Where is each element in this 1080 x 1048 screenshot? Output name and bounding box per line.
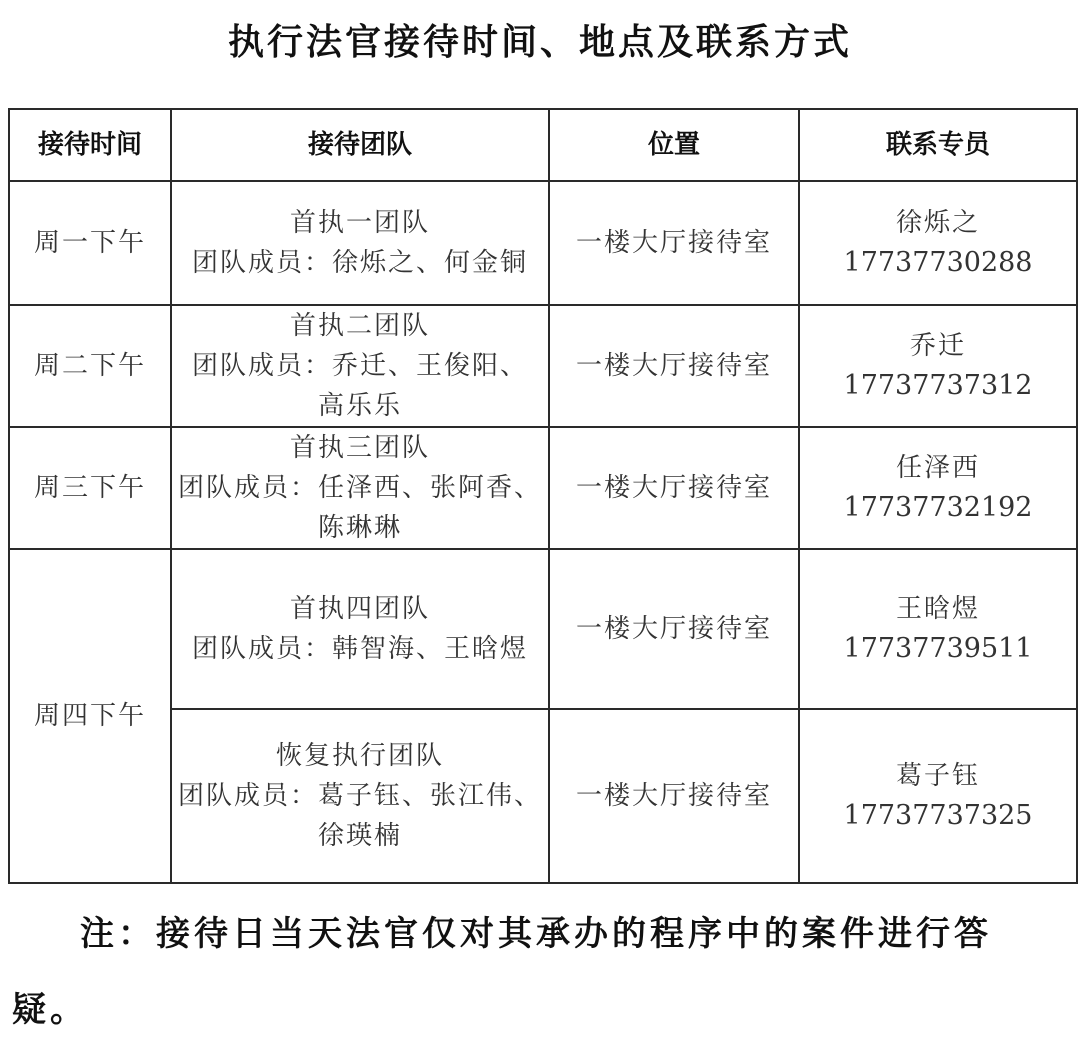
table-row [9, 305, 1077, 427]
team-members: 团队成员：葛子钰、张江伟、 [177, 781, 542, 811]
header-location: 位置 [549, 109, 799, 181]
location: 一楼大厅接待室 [549, 305, 799, 427]
team-cell [171, 181, 549, 305]
reception-schedule-table [8, 108, 1078, 884]
team-members-cont: 陈琳琳 [317, 513, 402, 543]
contact-cell [799, 709, 1077, 883]
team-members-cont: 徐瑛楠 [317, 821, 402, 851]
contact-name: 徐烁之 [895, 208, 980, 238]
contact-cell [799, 427, 1077, 549]
team-members: 团队成员：任泽西、张阿香、 [177, 473, 542, 503]
location: 一楼大厅接待室 [549, 709, 799, 883]
header-time: 接待时间 [9, 109, 171, 181]
reception-time: 周二下午 [9, 305, 171, 427]
contact-phone: 17737730288 [843, 247, 1033, 278]
table-row [9, 427, 1077, 549]
contact-phone: 17737737312 [843, 370, 1033, 401]
team-cell [171, 305, 549, 427]
team-cell [171, 427, 549, 549]
page-title: 执行法官接待时间、地点及联系方式 [227, 22, 852, 63]
contact-phone: 17737739511 [843, 633, 1033, 664]
team-members: 团队成员：乔迁、王俊阳、 [191, 351, 528, 381]
team-members: 团队成员：徐烁之、何金铜 [191, 248, 528, 278]
team-name: 首执四团队 [289, 594, 430, 624]
contact-name: 王晗煜 [895, 594, 980, 624]
header-contact: 联系专员 [799, 109, 1077, 181]
team-members-cont: 高乐乐 [317, 391, 402, 421]
reception-time: 周四下午 [9, 549, 171, 883]
contact-cell [799, 549, 1077, 709]
contact-cell [799, 305, 1077, 427]
team-name: 首执二团队 [289, 311, 430, 341]
contact-name: 任泽西 [895, 453, 980, 483]
team-name: 恢复执行团队 [275, 741, 444, 771]
contact-phone: 17737737325 [843, 800, 1033, 831]
location: 一楼大厅接待室 [549, 549, 799, 709]
contact-phone: 17737732192 [843, 492, 1033, 523]
contact-cell [799, 181, 1077, 305]
table-header-row [9, 109, 1077, 181]
location: 一楼大厅接待室 [549, 427, 799, 549]
team-cell [171, 709, 549, 883]
team-name: 首执一团队 [289, 208, 430, 238]
footnote: 注：接待日当天法官仅对其承办的程序中的案件进行答疑。 [12, 914, 992, 1030]
table-row [9, 181, 1077, 305]
contact-name: 乔迁 [909, 331, 966, 361]
team-members: 团队成员：韩智海、王晗煜 [191, 634, 528, 664]
reception-time: 周一下午 [9, 181, 171, 305]
table-row [9, 549, 1077, 709]
location: 一楼大厅接待室 [549, 181, 799, 305]
team-cell [171, 549, 549, 709]
header-team: 接待团队 [171, 109, 549, 181]
reception-time: 周三下午 [9, 427, 171, 549]
team-name: 首执三团队 [289, 433, 430, 463]
contact-name: 葛子钰 [895, 761, 980, 791]
